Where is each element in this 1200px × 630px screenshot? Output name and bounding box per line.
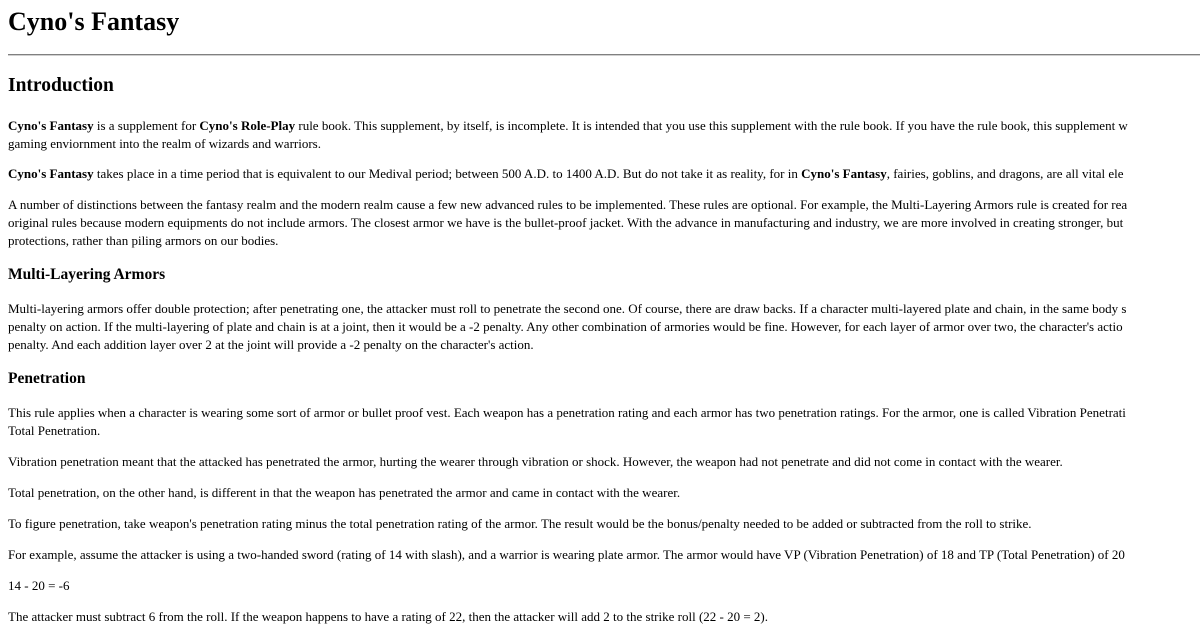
penetration-paragraph-2: Vibration penetration meant that the attacked has penetrated the armor, hurting the wearer through vibration or shock. However, the weapon had not penetrate and did not come in contact with the wearer.: [8, 454, 1063, 469]
penetration-paragraph-7: The attacker must subtract 6 from the roll. If the weapon happens to have a rating of 22, then the attacker will add 2 to the strike roll (22 - 20 = 2).: [8, 609, 769, 624]
section-heading-multi-layering: Multi-Layering Armors: [8, 266, 166, 283]
title-divider: [8, 54, 1200, 56]
intro-paragraph-2: Cyno's Fantasy takes place in a time period that is equivalent to our Medival period; between 500 A.D. to 1400 A.D. But do not take it as reality, for in Cyno's Fantasy, fairies, goblins, and dragons, are all vital ele: [8, 166, 1124, 181]
intro-paragraph-1: Cyno's Fantasy is a supplement for Cyno's Role-Play rule book. This supplement, by itself, is incomplete. It is intended that you use this supplement with the rule book. If you have the rule book, this supplement w gaming enviornment into the realm of wizards and warriors.: [8, 118, 1128, 151]
multi-layering-paragraph: Multi-layering armors offer double protection; after penetrating one, the attacker must roll to penetrate the second one. Of course, there are draw backs. If a character multi-layered plate and chain, in the same body s penalty on action. If the multi-layering of plate and chain is at a joint, then it would be a -2 penalty. Any other combination of armories would be fine. However, for each layer of armor over two, the character's actio penalty. And each addition layer over 2 at the joint will provide a -2 penalty on the character's action.: [8, 301, 1127, 352]
bold-title: Cyno's Fantasy: [801, 166, 887, 181]
penetration-paragraph-3: Total penetration, on the other hand, is different in that the weapon has penetrated the armor and came in contact with the wearer.: [8, 485, 681, 500]
site-title: Cyno's Fantasy: [8, 7, 180, 36]
section-heading-introduction: Introduction: [8, 75, 114, 96]
bold-title: Cyno's Fantasy: [8, 118, 94, 133]
penetration-paragraph-5: For example, assume the attacker is using a two-handed sword (rating of 14 with slash), and a warrior is wearing plate armor. The armor would have VP (Vibration Penetration) of 18 and TP (Total Penetration) of 20: [8, 547, 1125, 562]
penetration-formula: 14 - 20 = -6: [8, 578, 70, 593]
bold-rulebook: Cyno's Role-Play: [199, 118, 296, 133]
intro-paragraph-3: A number of distinctions between the fantasy realm and the modern realm cause a few new advanced rules to be implemented. These rules are optional. For example, the Multi-Layering Armors rule is created for rea original rules because modern equipments do not include armors. The closest armor we have is the bullet-proof jacket. With the advance in manufacturing and industry, we are more involved in creating stronger, but protections, rather than piling armors on our bodies.: [8, 197, 1128, 248]
penetration-paragraph-1: This rule applies when a character is wearing some sort of armor or bullet proof vest. Each weapon has a penetration rating and each armor has two penetration ratings. For the armor, one is called Vibration Penetrati Total Penetration.: [8, 405, 1126, 438]
bold-title: Cyno's Fantasy: [8, 166, 94, 181]
section-heading-penetration: Penetration: [8, 370, 86, 387]
penetration-paragraph-4: To figure penetration, take weapon's penetration rating minus the total penetration rating of the armor. The result would be the bonus/penalty needed to be added or subtracted from the roll to strike.: [8, 516, 1032, 531]
